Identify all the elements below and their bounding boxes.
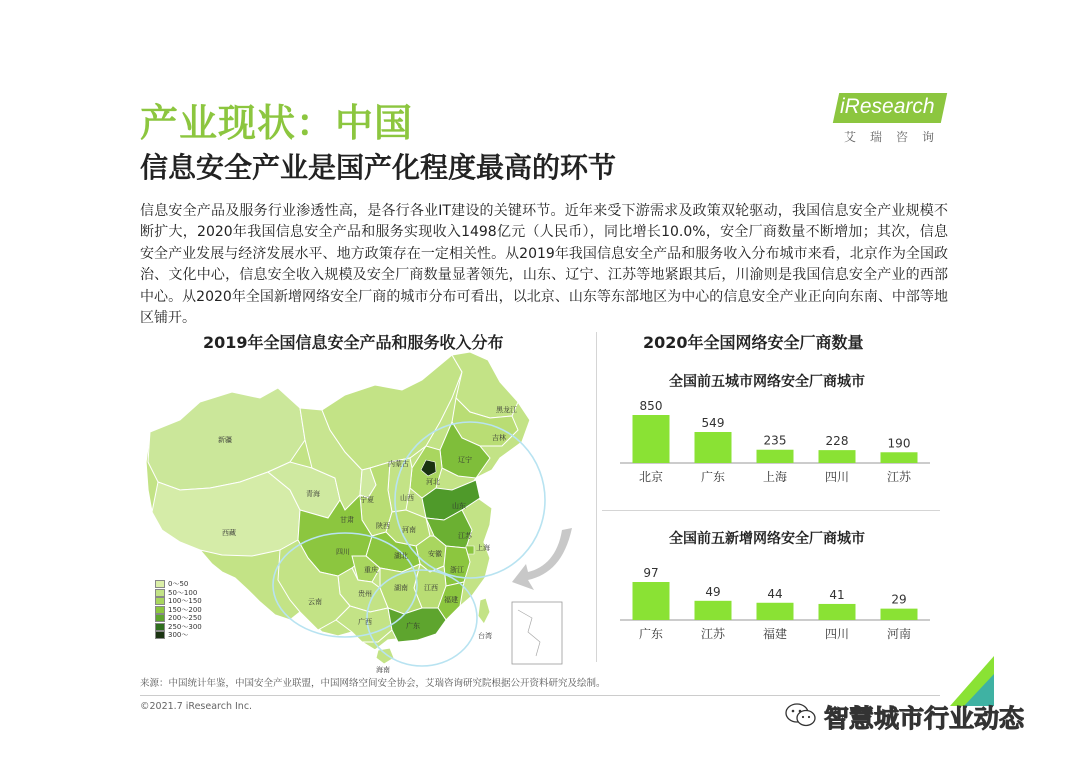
map-label: 甘肃: [340, 516, 354, 524]
map-label: 山西: [400, 494, 414, 502]
section-divider-horizontal: [602, 510, 940, 511]
map-label: 云南: [308, 598, 322, 606]
data-label: 235: [763, 433, 787, 448]
page-subtitle: 信息安全产业是国产化程度最高的环节: [140, 151, 617, 184]
chart-2-title: 全国前五新增网络安全厂商城市: [669, 531, 865, 547]
category-label: 四川: [824, 470, 850, 484]
map-label: 江苏: [458, 532, 472, 540]
category-label: 江苏: [700, 627, 726, 641]
category-label: 四川: [824, 627, 850, 641]
map-label: 重庆: [364, 566, 378, 574]
logo-text: iResearch: [840, 95, 935, 118]
map-label: 湖南: [394, 584, 408, 592]
category-label: 河南: [886, 627, 912, 641]
source-note: 来源：中国统计年鉴，中国安全产业联盟，中国网络空间安全协会，艾瑞咨询研究院根据公开资料研究及绘制。: [140, 678, 606, 689]
category-label: 北京: [638, 470, 664, 484]
map-label: 吉林: [492, 434, 506, 442]
map-label: 安徽: [428, 550, 442, 558]
map-label: 黑龙江: [496, 406, 517, 414]
footer-divider: [140, 695, 940, 696]
data-label: 44: [767, 586, 783, 601]
map-label: 青海: [306, 490, 320, 498]
data-label: 850: [639, 399, 663, 413]
category-label: 江苏: [886, 470, 912, 484]
iresearch-logo: [836, 93, 949, 145]
bar: [819, 604, 856, 620]
map-label: 台湾: [478, 632, 492, 640]
legend-label: 50～100: [168, 588, 198, 597]
map-label: 新疆: [218, 436, 232, 444]
section-divider-vertical: [596, 332, 597, 662]
map-label: 辽宁: [458, 456, 472, 464]
map-legend: [155, 580, 202, 640]
legend-swatch: [155, 614, 165, 622]
map-label: 四川: [336, 548, 350, 556]
legend-label: 100～150: [168, 597, 202, 606]
bar-chart-top-cities: [620, 388, 930, 492]
map-label: 山东: [452, 502, 466, 510]
map-label: 海南: [376, 666, 390, 674]
map-label: 内蒙古: [388, 460, 409, 468]
category-label: 广东: [638, 627, 664, 641]
data-label: 190: [887, 436, 911, 451]
legend-label: 200～250: [168, 614, 202, 623]
direction-arrow: [512, 528, 572, 590]
category-label: 广东: [700, 470, 726, 484]
map-label: 宁夏: [360, 496, 374, 504]
right-panel-title: 2020年全国网络安全厂商数量: [643, 333, 864, 352]
map-label: 浙江: [450, 566, 464, 574]
page-title: 产业现状：中国: [140, 101, 414, 145]
bar: [633, 415, 670, 463]
data-label: 29: [891, 592, 907, 607]
map-label: 河北: [426, 478, 440, 486]
legend-label: 300～: [168, 631, 189, 640]
bar: [881, 609, 918, 620]
wechat-icon: [784, 702, 818, 728]
data-label: 49: [705, 584, 721, 599]
bar: [757, 603, 794, 620]
data-label: 228: [825, 434, 849, 449]
chart-1-title: 全国前五城市网络安全厂商城市: [669, 374, 865, 390]
data-label: 41: [829, 587, 845, 602]
legend-label: 150～200: [168, 605, 202, 614]
legend-label: 0～50: [168, 580, 189, 589]
south-china-sea-inset: [512, 602, 562, 664]
bar: [633, 582, 670, 620]
map-label: 上海: [476, 544, 490, 552]
legend-swatch: [155, 589, 165, 597]
bar: [695, 432, 732, 463]
logo-chinese-name: 艾瑞咨询: [844, 130, 949, 144]
map-title: 2019年全国信息安全产品和服务收入分布: [203, 333, 504, 352]
bar: [819, 450, 856, 463]
map-label: 福建: [444, 596, 458, 604]
province-hainan: [376, 648, 394, 664]
bar: [695, 601, 732, 620]
legend-swatch: [155, 623, 165, 631]
map-label: 贵州: [358, 590, 372, 598]
bar: [757, 450, 794, 463]
map-label: 湖北: [394, 552, 408, 560]
map-label: 河南: [402, 526, 416, 534]
bar: [881, 452, 918, 463]
map-label: 江西: [424, 584, 438, 592]
category-label: 上海: [762, 470, 788, 484]
body-paragraph: 信息安全产品及服务行业渗透性高，是各行各业IT建设的关键环节。近年来受下游需求及政策双轮驱动，我国信息安全产业规模不断扩大，2020年我国信息安全产品和服务实现收入1498亿元（人民币），同比增长10.0%，安全厂商数量不断增加；其次，信息安全产业发展与经济发展水平、地方政策存在一定相关性。从2019年我国信息安全产品和服务收入分布城市来看，北京作为全国政治、文化中心，信息安全收入规模及安全厂商数量显著领先，山东、辽宁、江苏等地紧跟其后，川渝则是我国信息安全产业的西部中心。从2020年全国新增网络安全厂商的城市分布可看出，以北京、山东等东部地区为中心的信息安全产业正向向东南、中部等地区铺开。: [140, 203, 948, 327]
legend-swatch: [155, 631, 165, 639]
data-label: 97: [643, 566, 659, 580]
copyright: ©2021.7 iResearch Inc.: [140, 701, 253, 712]
legend-item: [155, 631, 202, 640]
legend-swatch: [155, 580, 165, 588]
map-label: 广西: [358, 618, 372, 626]
category-label: 福建: [762, 627, 788, 641]
legend-swatch: [155, 597, 165, 605]
map-label: 西藏: [222, 529, 236, 537]
legend-swatch: [155, 606, 165, 614]
map-label: 广东: [406, 622, 420, 630]
data-label: 549: [701, 415, 725, 430]
watermark-text: 智慧城市行业动态: [824, 704, 1025, 733]
map-label: 陕西: [376, 522, 390, 530]
china-revenue-map: [140, 350, 590, 680]
legend-label: 250～300: [168, 622, 202, 631]
province-taiwan: [478, 598, 490, 624]
bar-chart-new-vendors: [620, 556, 930, 650]
